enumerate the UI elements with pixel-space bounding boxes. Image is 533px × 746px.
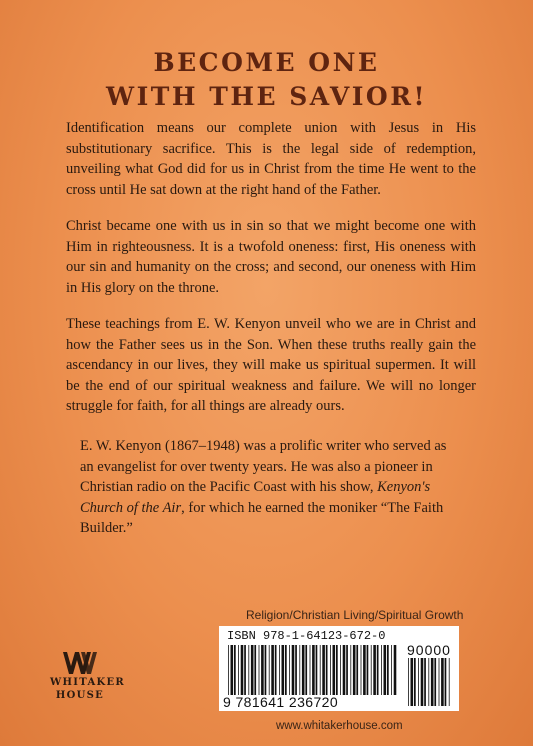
- headline-line-2: WITH THE SAVIOR!: [106, 82, 427, 111]
- price-barcode-bars: [407, 658, 453, 706]
- paragraph-1: Identification means our complete union with Jesus in His substitutionary sacrifice. This is the legal side of redemption, unveiling what God did for us in Christ from the time He went to the cross until He sat down at the right hand of the Father.: [66, 120, 476, 198]
- paragraph-3: These teachings from E. W. Kenyon unveil who we are in Christ and how the Father sees us in the Son. When these truths really gain the ascendancy in our lives, they will make us spiritual supermen. It will be the end of our spiritual weakness and failure. We will no longer struggle for faith, for all things are already ours.: [66, 316, 476, 414]
- whitaker-house-logo-icon: [61, 650, 99, 676]
- isbn-label: ISBN 978-1-64123-672-0: [227, 629, 386, 643]
- category-line: Religion/Christian Living/Spiritual Growth: [246, 608, 464, 622]
- publisher-website: www.whitakerhouse.com: [276, 720, 403, 732]
- publisher-name-line-2: HOUSE: [55, 690, 105, 701]
- price-code: 90000: [407, 642, 451, 658]
- bio-intro: E. W. Kenyon (1867–1948) was a prolific writer who served as an evangelist for over twenty years. He was also a pioneer in Christian radio on the Pacific Coast with his show,: [80, 438, 447, 495]
- description: [66, 118, 476, 433]
- barcode-box: [219, 626, 459, 711]
- ean-digits: 9 781641 236720: [223, 694, 338, 710]
- headline-line-1: BECOME ONE: [153, 48, 380, 77]
- headline: [0, 46, 533, 114]
- barcode-bars: [227, 645, 397, 695]
- author-bio: [80, 436, 460, 539]
- publisher-logo: [50, 650, 126, 702]
- paragraph-2: Christ became one with us in sin so that we might become one with Him in righteousness. It is a twofold oneness: first, His oneness with our sin and humanity on the cross; and second, our oneness with Him in His glory on the throne.: [66, 218, 476, 296]
- bio-outro: , for which he earned the moniker “The Faith Builder.”: [80, 499, 444, 536]
- bio-show-title: Kenyon's Church of the Air: [80, 479, 431, 516]
- publisher-name-line-1: WHITAKER: [50, 677, 126, 688]
